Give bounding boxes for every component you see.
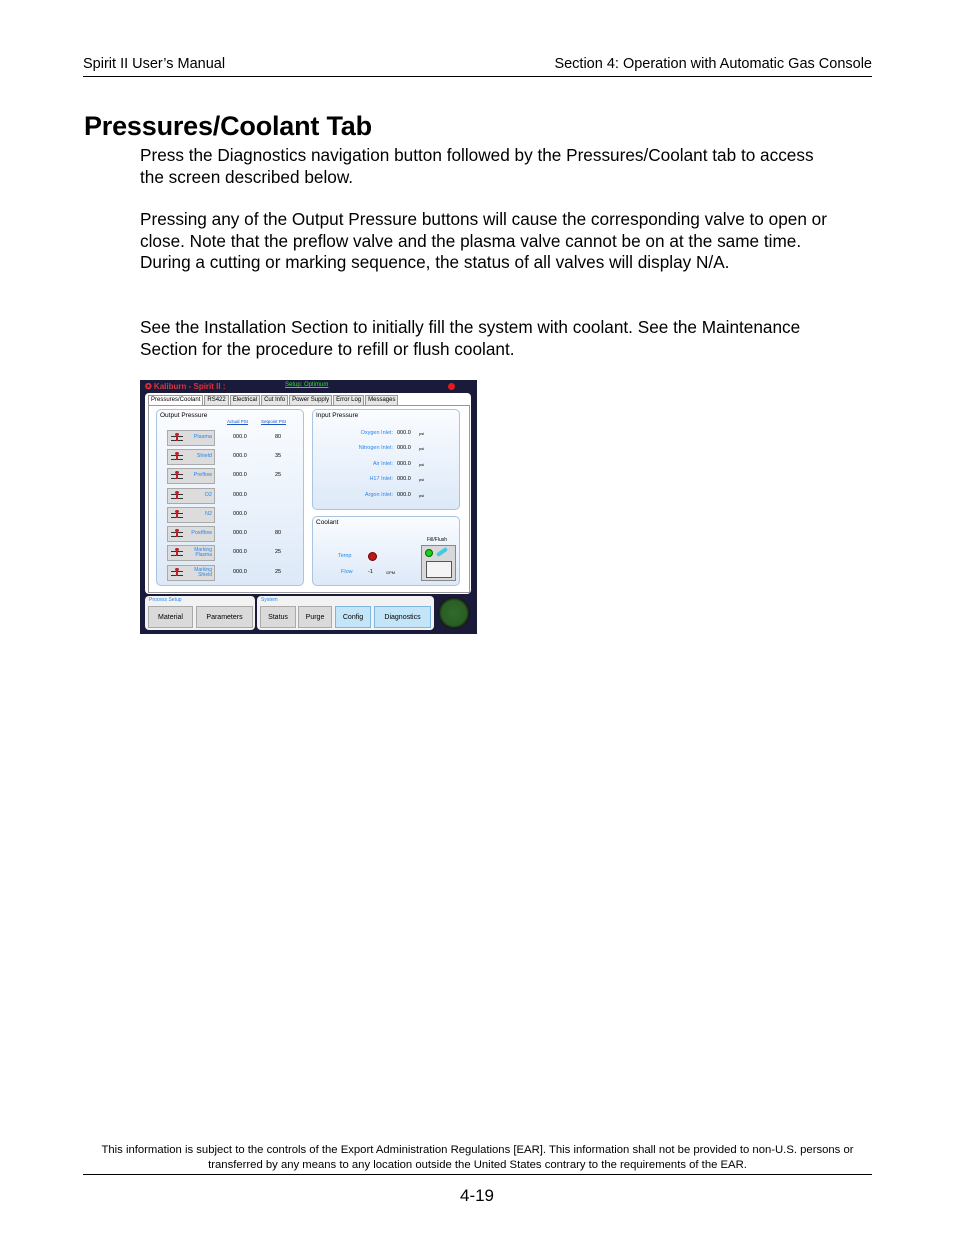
tab-pressures-coolant[interactable]: Pressures/Coolant [148,395,203,405]
valve-row-plasma [167,430,297,445]
page-number: 4-19 [459,1186,495,1205]
input-pressure-group [312,409,460,510]
valve-row-shield [167,449,297,464]
valve-icon [171,433,183,443]
flow-unit: GPM [386,570,396,575]
tab-rs422[interactable]: RS422 [204,395,228,405]
flow-value: -1 [368,569,373,575]
fill-flush-button[interactable] [421,545,456,581]
plasma-setpoint: 80 [275,434,282,440]
plasma-valve-button[interactable]: Plasma [167,430,215,446]
coolant-bottle-icon [436,547,448,557]
valve-row-preflow [167,468,297,483]
marking-plasma-actual: 000.0 [233,549,247,555]
marking-shield-actual: 000.0 [233,569,247,575]
material-button[interactable]: Material [148,606,193,628]
flow-label: Flow [341,569,353,575]
shield-setpoint: 35 [275,453,282,459]
diagnostics-button[interactable]: Diagnostics [374,606,431,628]
tab-content [148,405,470,593]
process-setup-bar [145,596,255,630]
nitrogen-inlet-row: Nitrogen Inlet: 000.0 psi [358,445,425,451]
shield-actual: 000.0 [233,453,247,459]
tab-electrical[interactable]: Electrical [230,395,260,405]
paragraph-coolant: See the Installation Section to initially fill the system with coolant. See the Maintenance Section for the procedure to refill or flush coolant. [140,317,801,359]
page-header [83,56,872,77]
valve-row-n2 [167,507,297,522]
n2-actual: 000.0 [233,511,247,517]
tab-bar [148,395,399,405]
valve-icon [171,548,183,558]
status-button[interactable]: Status [260,606,296,628]
ear-notice: This information is subject to the controls of the Export Administration Regulations [EAR]. This information shall not be provided to non-U.S. persons or transferred by any means to any location outside the United States contrary to the requirements of the EAR. [101,1144,854,1171]
valve-row-marking-plasma [167,545,297,560]
process-setup-label: Process Setup [149,597,182,603]
marking-shield-valve-button[interactable]: Marking Shield [167,565,215,581]
preflow-valve-button[interactable]: Preflow [167,468,215,484]
app-titlebar [140,380,477,394]
o2-valve-button[interactable]: O2 [167,488,215,504]
parameters-button[interactable]: Parameters [196,606,253,628]
output-pressure-group [156,409,304,586]
preflow-setpoint: 25 [275,472,282,478]
argon-inlet-row: Argon Inlet: 000.0 psi [364,492,425,498]
setup-link[interactable]: Setup: Optimum [285,382,329,388]
coolant-title: Coolant [316,519,339,526]
section-title: Section 4: Operation with Automatic Gas Console [554,56,872,72]
valve-icon [171,471,183,481]
system-label: System [261,597,278,603]
manual-title: Spirit II User’s Manual [83,56,226,72]
o2-actual: 000.0 [233,492,247,498]
valve-icon [171,491,183,501]
temp-alarm-icon [368,552,377,561]
fill-flush-label: Fill/Flush [427,537,448,543]
h17-inlet-row: H17 Inlet: 000.0 psi [369,476,425,482]
tab-power-supply[interactable]: Power Supply [289,395,332,405]
paragraph-intro: Press the Diagnostics navigation button followed by the Pressures/Coolant tab to access the screen described below. [140,145,814,187]
marking-shield-setpoint: 25 [275,569,282,575]
valve-icon [171,510,183,520]
valve-row-marking-shield [167,565,297,580]
purge-button[interactable]: Purge [298,606,332,628]
actual-psi-header: Actual PSI [227,419,249,424]
output-pressure-title: Output Pressure [160,412,208,419]
postflow-valve-button[interactable]: Postflow [167,526,215,542]
tab-messages[interactable]: Messages [365,395,398,405]
input-pressure-title: Input Pressure [316,412,359,419]
start-button[interactable] [438,597,470,629]
plasma-actual: 000.0 [233,434,247,440]
valve-icon [171,568,183,578]
valve-row-o2 [167,488,297,503]
coolant-tank-icon [426,561,452,578]
config-button[interactable]: Config [335,606,371,628]
marking-plasma-valve-button[interactable]: Marking Plasma [167,545,215,561]
postflow-actual: 000.0 [233,530,247,536]
coolant-group [312,516,460,586]
tab-cut-info[interactable]: Cut Info [261,395,288,405]
main-panel [145,393,471,594]
postflow-setpoint: 80 [275,530,282,536]
air-inlet-row: Air Inlet: 000.0 psi [372,461,425,467]
valve-icon [171,529,183,539]
shield-valve-button[interactable]: Shield [167,449,215,465]
preflow-actual: 000.0 [233,472,247,478]
fill-status-led-icon [425,549,433,557]
oxygen-inlet-row: Oxygen Inlet: 000.0 psi [360,430,425,436]
setpoint-psi-header: Setpoint PSI [261,419,287,424]
diagnostics-screenshot [140,380,477,634]
valve-icon [171,452,183,462]
marking-plasma-setpoint: 25 [275,549,282,555]
valve-row-postflow [167,526,297,541]
status-dot-icon [448,383,455,390]
temp-label: Temp [338,553,352,559]
app-title: ✪ Kaliburn - Spirit II : [145,382,226,391]
n2-valve-button[interactable]: N2 [167,507,215,523]
page-title: Pressures/Coolant Tab [84,111,372,141]
paragraph-output-pressure: Pressing any of the Output Pressure buttons will cause the corresponding valve to open or close. Note that the preflow valve and the plasma valve cannot be on at the same time. During a cutting or marking sequence, the status of all valves will display N/A. [140,209,827,273]
footer-divider [83,1174,872,1175]
tab-error-log[interactable]: Error Log [333,395,364,405]
system-bar [257,596,434,630]
